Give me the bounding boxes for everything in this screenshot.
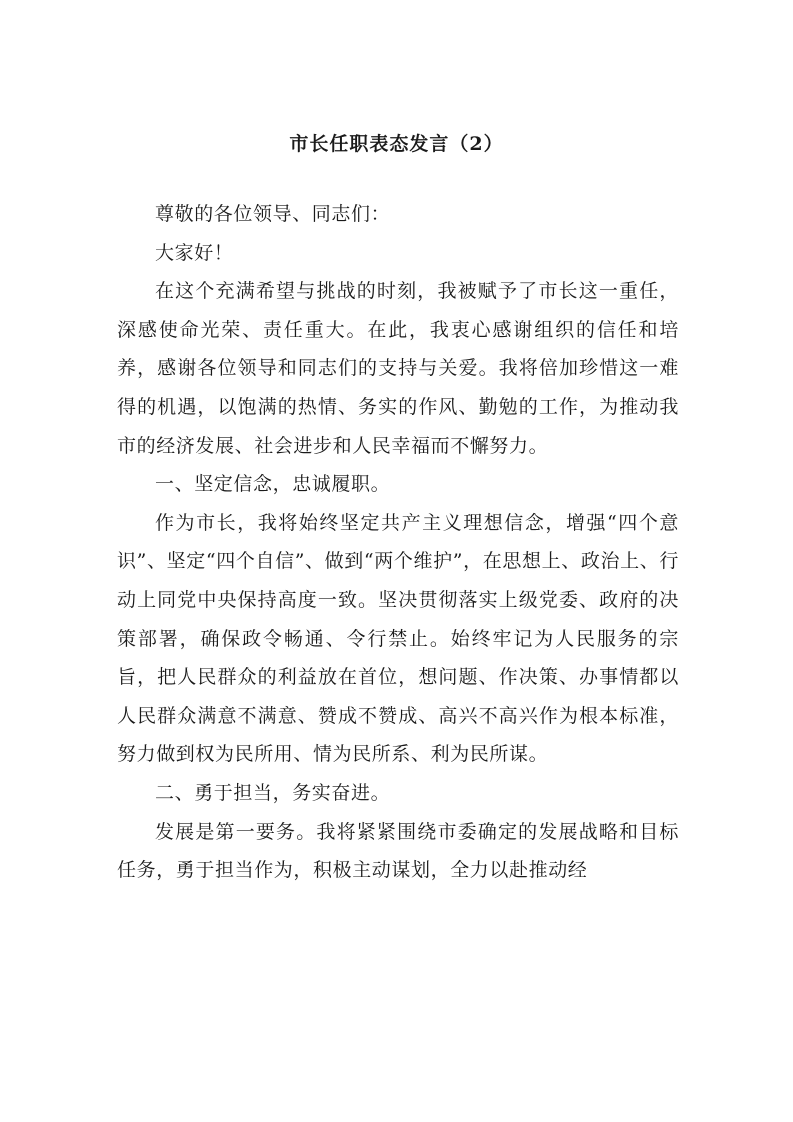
document-body bbox=[117, 195, 679, 890]
greeting: 大家好！ bbox=[155, 241, 234, 264]
page-title: 市长任职表态发言（2） bbox=[289, 133, 504, 155]
paragraph-section-2: 发展是第一要务。我将紧紧围绕市委确定的发展战略和目标任务，勇于担当作为，积极主动谋划，全力以赴推动经 bbox=[117, 820, 679, 882]
section-heading-2: 二、勇于担当，务实奋进。 bbox=[155, 781, 391, 804]
paragraph-section-1: 作为市长，我将始终坚定共产主义理想信念，增强“四个意识”、坚定“四个自信”、做到“两个维护”，在思想上、政治上、行动上同党中央保持高度一致。坚决贯彻落实上级党委、政府的决策部署，确保政令畅通、令行禁止。始终牢记为人民服务的宗旨，把人民群众的利益放在首位，想问题、作决策、办事情都以人民群众满意不满意、赞成不赞成、高兴不高兴作为根本标准，努力做到权为民所用、情为民所系、利为民所谋。 bbox=[117, 511, 679, 766]
paragraph-intro: 在这个充满希望与挑战的时刻，我被赋予了市长这一重任，深感使命光荣、责任重大。在此，我衷心感谢组织的信任和培养，感谢各位领导和同志们的支持与关爱。我将倍加珍惜这一难得的机遇，以饱满的热情、务实的作风、勤勉的工作，为推动我市的经济发展、社会进步和人民幸福而不懈努力。 bbox=[117, 280, 679, 457]
section-heading-1: 一、坚定信念，忠诚履职。 bbox=[155, 473, 391, 496]
salutation: 尊敬的各位领导、同志们： bbox=[155, 203, 391, 225]
